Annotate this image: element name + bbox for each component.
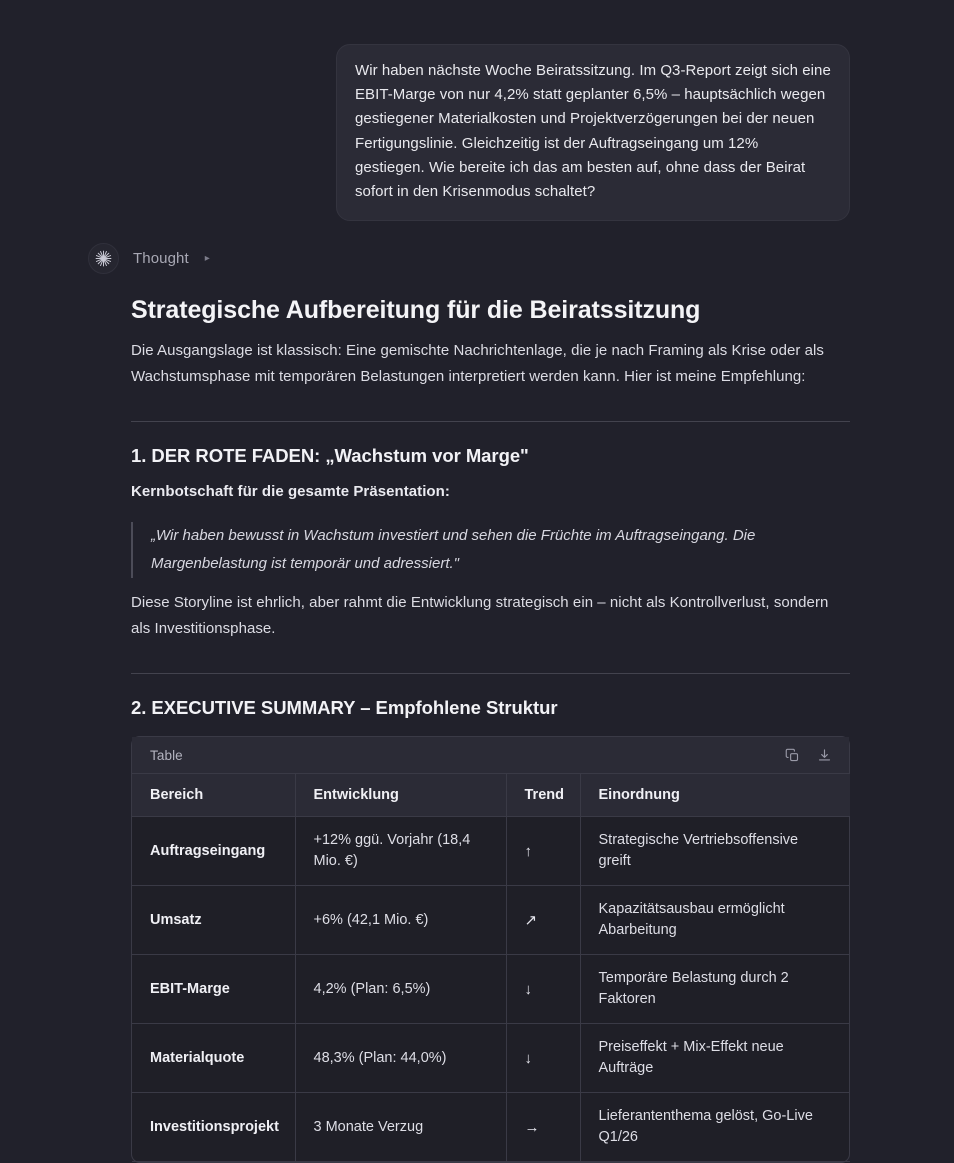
assistant-response	[0, 295, 954, 1163]
cell-einordnung: Kapazitätsausbau ermöglicht Abarbeitung	[580, 886, 850, 955]
chevron-right-icon[interactable]: ▸	[204, 252, 210, 264]
cell-entwicklung: +12% ggü. Vorjahr (18,4 Mio. €)	[295, 817, 506, 886]
table-toolbar-label: Table	[150, 747, 183, 763]
cell-trend: ↑	[506, 817, 580, 886]
section-1-closing: Diese Storyline ist ehrlich, aber rahmt die Entwicklung strategisch ein – nicht als Kontrollverlust, sondern als Investitionsphase.	[131, 594, 829, 638]
summary-table	[132, 774, 850, 1162]
cell-bereich: Umsatz	[132, 886, 295, 955]
table-toolbar-actions	[783, 746, 833, 764]
thought-header[interactable]	[0, 221, 954, 274]
section-1-lead: Kernbotschaft für die gesamte Präsentation:	[131, 483, 450, 501]
table-row	[132, 1093, 850, 1162]
cell-entwicklung: 4,2% (Plan: 6,5%)	[295, 955, 506, 1024]
thought-label: Thought	[133, 250, 189, 268]
cell-einordnung: Temporäre Belastung durch 2 Faktoren	[580, 955, 850, 1024]
divider-2	[131, 673, 850, 674]
table-row	[132, 1024, 850, 1093]
cell-entwicklung: 48,3% (Plan: 44,0%)	[295, 1024, 506, 1093]
cell-einordnung: Strategische Vertriebsoffensive greift	[580, 817, 850, 886]
user-message-bubble: Wir haben nächste Woche Beiratssitzung. Im Q3-Report zeigt sich eine EBIT-Marge von nur 4,2% statt geplanter 6,5% – hauptsächlich wegen gestiegener Materialkosten und Projektverzögerungen bei der neuen Fertigungslinie. Gleichzeitig ist der Auftragseingang um 12% gestiegen. Wie bereite ich das am besten auf, ohne dass der Beirat sofort in den Krisenmodus schaltet?	[336, 44, 850, 221]
table-header-row	[132, 774, 850, 817]
column-header-trend: Trend	[506, 774, 580, 817]
copy-icon[interactable]	[783, 746, 801, 764]
divider-1	[131, 421, 850, 422]
section-2-heading: 2. EXECUTIVE SUMMARY – Empfohlene Struktur	[131, 697, 558, 719]
table-row	[132, 886, 850, 955]
cell-bereich: Investitionsprojekt	[132, 1093, 295, 1162]
cell-trend: ↗	[506, 886, 580, 955]
column-header-einordnung: Einordnung	[580, 774, 850, 817]
cell-trend: ↓	[506, 1024, 580, 1093]
table-block	[131, 736, 850, 1163]
cell-bereich: Materialquote	[132, 1024, 295, 1093]
avatar	[88, 243, 119, 274]
user-message-row	[0, 0, 954, 221]
cell-einordnung: Lieferantenthema gelöst, Go-Live Q1/26	[580, 1093, 850, 1162]
column-header-bereich: Bereich	[132, 774, 295, 817]
table-row	[132, 955, 850, 1024]
section-1-heading: 1. DER ROTE FADEN: „Wachstum vor Marge"	[131, 445, 529, 467]
cell-trend: ↓	[506, 955, 580, 1024]
cell-bereich: Auftragseingang	[132, 817, 295, 886]
cell-entwicklung: +6% (42,1 Mio. €)	[295, 886, 506, 955]
claude-sunburst-icon	[94, 249, 113, 268]
cell-bereich: EBIT-Marge	[132, 955, 295, 1024]
intro-paragraph: Die Ausgangslage ist klassisch: Eine gemischte Nachrichtenlage, die je nach Framing als Krise oder als Wachstumsphase mit temporären Belastungen interpretiert werden kann. Hier ist meine Empfehlung:	[131, 342, 824, 386]
download-icon[interactable]	[815, 746, 833, 764]
cell-einordnung: Preiseffekt + Mix-Effekt neue Aufträge	[580, 1024, 850, 1093]
table-row	[132, 817, 850, 886]
column-header-entwicklung: Entwicklung	[295, 774, 506, 817]
page-title: Strategische Aufbereitung für die Beiratssitzung	[131, 296, 701, 325]
cell-entwicklung: 3 Monate Verzug	[295, 1093, 506, 1162]
section-1-quote: „Wir haben bewusst in Wachstum investiert und sehen die Früchte im Auftragseingang. Die Margenbelastung ist temporär und adressiert."	[131, 522, 850, 578]
table-toolbar	[132, 737, 849, 774]
cell-trend: →	[506, 1093, 580, 1162]
